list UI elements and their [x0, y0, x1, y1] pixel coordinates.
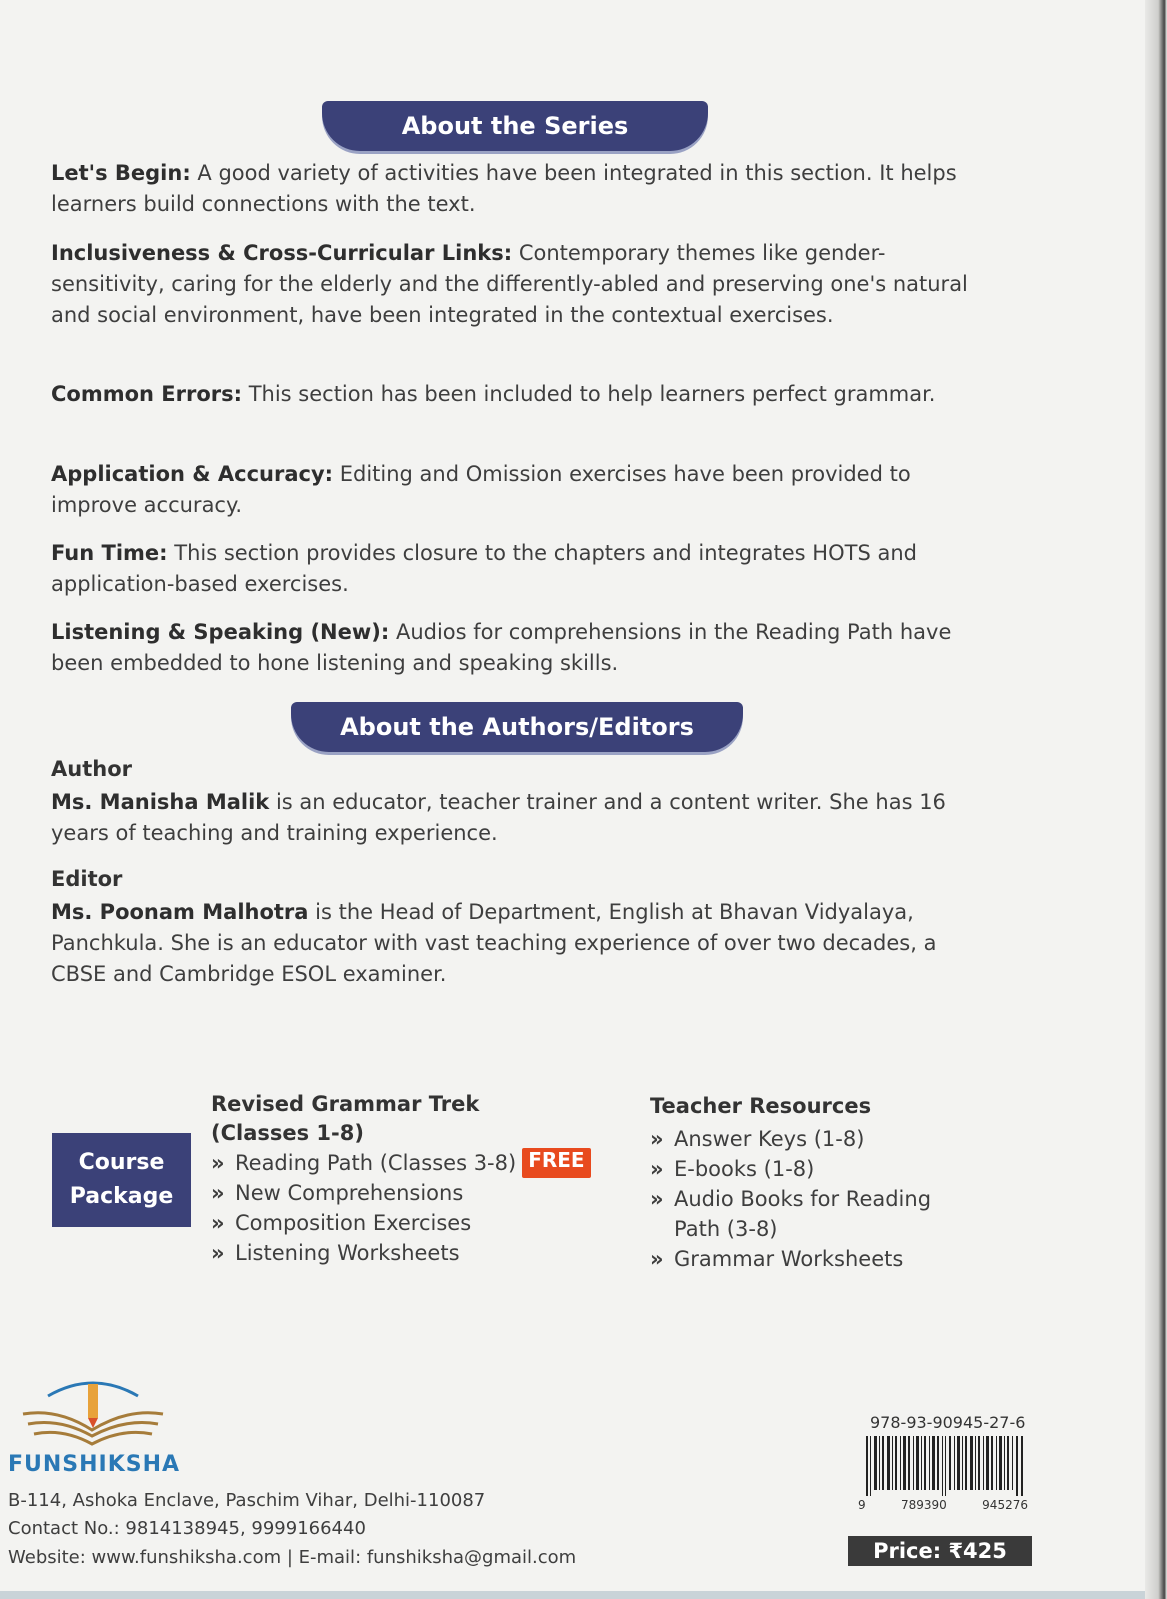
- double-chevron-icon: »: [650, 1187, 664, 1211]
- list-item-text: E-books (1-8): [674, 1157, 815, 1181]
- list-item: [650, 1244, 931, 1274]
- grammar-trek-title: [211, 1090, 479, 1148]
- page-edge-shadow: [1145, 0, 1167, 1599]
- bottom-strip: [0, 1591, 1145, 1599]
- feature-label: Listening & Speaking (New):: [51, 620, 390, 644]
- publisher-address: B-114, Ashoka Enclave, Paschim Vihar, Delhi-110087: [8, 1490, 486, 1511]
- feature-text: This section has been included to help learners perfect grammar.: [242, 382, 936, 406]
- free-badge: FREE: [522, 1148, 590, 1178]
- list-item-text: Answer Keys (1-8): [674, 1127, 865, 1151]
- feature-text: Editing and Omission exercises have been provided to improve accuracy.: [51, 462, 911, 517]
- teacher-resources-list: [650, 1124, 931, 1274]
- feature-label: Application & Accuracy:: [51, 462, 334, 486]
- barcode-digit-group: 789390: [901, 1498, 947, 1512]
- price-text: Price: ₹425: [873, 1539, 1007, 1563]
- feature-label: Inclusiveness & Cross-Curricular Links:: [51, 241, 513, 265]
- feature-listening-speaking: [51, 617, 981, 679]
- list-item-text: New Comprehensions: [235, 1181, 464, 1205]
- editor-bio: [51, 897, 981, 990]
- editor-heading: Editor: [51, 867, 123, 891]
- list-item-text: Audio Books for Reading: [674, 1187, 932, 1211]
- double-chevron-icon: »: [211, 1211, 225, 1235]
- list-item: [211, 1208, 591, 1238]
- double-chevron-icon: »: [211, 1181, 225, 1205]
- feature-inclusiveness: [51, 238, 981, 331]
- barcode-digit-group: 9: [858, 1498, 866, 1512]
- grammar-trek-list: [211, 1148, 591, 1268]
- about-series-banner: [322, 101, 708, 151]
- list-item: [211, 1178, 591, 1208]
- course-package-box: [52, 1133, 191, 1227]
- barcode-digits: [858, 1498, 1028, 1512]
- book-pencil-logo-icon: [8, 1372, 178, 1452]
- list-item: [211, 1238, 591, 1268]
- isbn-number: 978-93-90945-27-6: [870, 1413, 1026, 1432]
- list-item: [650, 1184, 931, 1214]
- feature-application-accuracy: [51, 459, 981, 521]
- feature-label: Let's Begin:: [51, 161, 191, 185]
- feature-common-errors: [51, 379, 981, 410]
- feature-lets-begin: [51, 158, 981, 220]
- feature-label: Fun Time:: [51, 541, 168, 565]
- price-tag: [848, 1536, 1032, 1566]
- list-item-text: Reading Path (Classes 3-8): [235, 1151, 517, 1175]
- list-item: [650, 1124, 931, 1154]
- publisher-contact: Contact No.: 9814138945, 9999166440: [8, 1518, 366, 1539]
- publisher-brand: FUNSHIKSHA: [8, 1452, 181, 1477]
- list-item-text: Path (3-8): [674, 1217, 778, 1241]
- author-bio-text: is an educator, teacher trainer and a content writer. She has 16 years of teaching and training experience.: [51, 790, 946, 845]
- barcode-icon: [866, 1436, 1026, 1496]
- author-name: Ms. Manisha Malik: [51, 790, 270, 814]
- feature-fun-time: [51, 538, 981, 600]
- grammar-trek-title-line1: Revised Grammar Trek: [211, 1092, 480, 1116]
- author-heading: Author: [51, 757, 132, 781]
- list-item-text: Grammar Worksheets: [674, 1247, 904, 1271]
- double-chevron-icon: »: [211, 1151, 225, 1175]
- list-item-text: Listening Worksheets: [235, 1241, 460, 1265]
- author-bio: [51, 787, 981, 849]
- feature-label: Common Errors:: [51, 382, 243, 406]
- list-item: [650, 1154, 931, 1184]
- publisher-web: Website: www.funshiksha.com | E-mail: funshiksha@gmail.com: [8, 1547, 577, 1568]
- course-package-line1: Course: [78, 1150, 165, 1175]
- feature-text: Audios for comprehensions in the Reading Path have been embedded to hone listening and speaking skills.: [51, 620, 952, 675]
- about-series-heading: About the Series: [401, 112, 629, 140]
- about-authors-banner: [291, 702, 743, 752]
- double-chevron-icon: »: [650, 1247, 664, 1271]
- editor-bio-text: is the Head of Department, English at Bhavan Vidyalaya, Panchkula. She is an educator with vast teaching experience of over two decades, a CBSE and Cambridge ESOL examiner.: [51, 900, 937, 986]
- list-item-continuation: [650, 1214, 931, 1244]
- feature-text: Contemporary themes like gender-sensitivity, caring for the elderly and the differently-abled and preserving one's natural and social environment, have been integrated in the contextual exercises.: [51, 241, 968, 327]
- double-chevron-icon: »: [650, 1127, 664, 1151]
- list-item: [211, 1148, 591, 1178]
- double-chevron-icon: »: [650, 1157, 664, 1181]
- list-item-text: Composition Exercises: [235, 1211, 472, 1235]
- course-package-line2: Package: [69, 1184, 174, 1209]
- barcode-digit-group: 945276: [982, 1498, 1028, 1512]
- feature-text: A good variety of activities have been integrated in this section. It helps learners build connections with the text.: [51, 161, 957, 216]
- feature-text: This section provides closure to the chapters and integrates HOTS and application-based exercises.: [51, 541, 917, 596]
- double-chevron-icon: »: [211, 1241, 225, 1265]
- grammar-trek-title-line2: (Classes 1-8): [211, 1121, 364, 1145]
- teacher-resources-title: Teacher Resources: [650, 1094, 872, 1118]
- editor-name: Ms. Poonam Malhotra: [51, 900, 309, 924]
- about-authors-heading: About the Authors/Editors: [340, 713, 694, 741]
